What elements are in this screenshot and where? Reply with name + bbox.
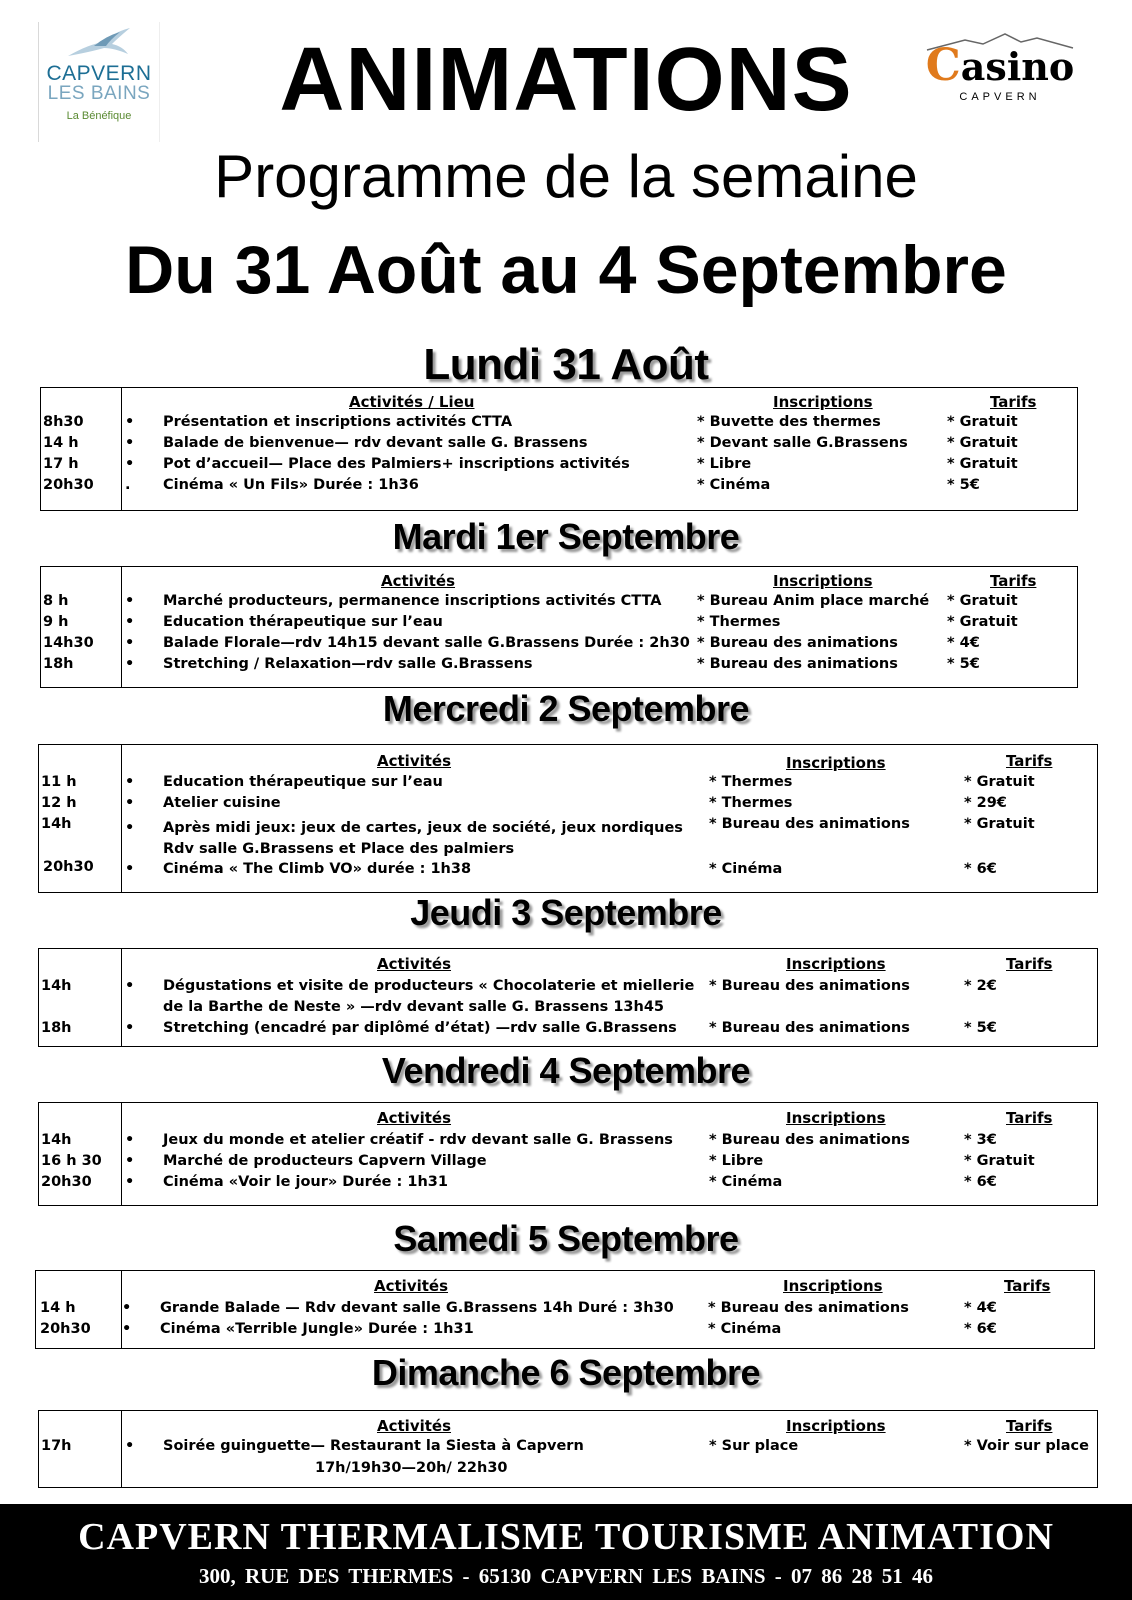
day-table	[38, 1102, 1098, 1206]
header-inscriptions: Inscriptions	[773, 393, 873, 411]
header-inscriptions: Inscriptions	[783, 1277, 883, 1295]
row-activity: Atelier cuisine	[163, 795, 281, 811]
day-title: Jeudi 3 Septembre	[410, 892, 722, 933]
header-activities: Activités	[377, 1417, 452, 1435]
page-title: ANIMATIONS	[279, 30, 853, 130]
row-activity: Grande Balade — Rdv devant salle G.Brassens 14h Duré : 3h30	[160, 1300, 674, 1316]
row-inscription: * Devant salle G.Brassens	[697, 435, 908, 451]
row-bullet: •	[125, 435, 135, 451]
row-tarif: * 6€	[964, 861, 997, 877]
row-tarif: * 5€	[947, 656, 980, 672]
day-table	[38, 948, 1098, 1047]
row-tarif: * Gratuit	[947, 593, 1018, 609]
row-time: 9 h	[43, 614, 69, 630]
row-time: 14h30	[43, 635, 94, 651]
day-table	[35, 1270, 1095, 1349]
footer-address: 300, RUE DES THERMES - 65130 CAPVERN LES BAINS - 07 86 28 51 46	[198, 1564, 934, 1588]
row-time: 8 h	[43, 593, 69, 609]
row-activity-continuation: Rdv salle G.Brassens et Place des palmiers	[163, 841, 515, 857]
row-inscription: * Cinéma	[709, 1174, 783, 1190]
header-inscriptions: Inscriptions	[786, 955, 886, 973]
header-tarifs: Tarifs	[990, 572, 1037, 590]
row-time: 11 h	[41, 774, 77, 790]
table-row	[39, 978, 1097, 999]
table-row	[39, 1153, 1097, 1174]
day-table	[38, 744, 1098, 893]
row-inscription: * Sur place	[709, 1438, 799, 1454]
row-tarif: * 5€	[947, 477, 980, 493]
row-tarif: * Voir sur place	[964, 1438, 1089, 1454]
row-time: 18h	[41, 1020, 72, 1036]
header-activities: Activités	[377, 1109, 452, 1127]
row-activity: Après midi jeux: jeux de cartes, jeux de société, jeux nordiques	[163, 820, 683, 836]
date-range: Du 31 Août au 4 Septembre	[125, 232, 1007, 308]
table-row	[41, 656, 1077, 677]
table-row	[39, 1438, 1097, 1459]
row-activity: Soirée guinguette— Restaurant la Siesta à Capvern	[163, 1438, 584, 1454]
table-row	[41, 435, 1077, 456]
header-inscriptions: Inscriptions	[786, 754, 886, 772]
row-bullet: •	[125, 593, 135, 609]
row-bullet: .	[125, 477, 131, 493]
row-inscription: * Bureau des animations	[697, 656, 898, 672]
row-activity: Pot d’accueil— Place des Palmiers+ inscriptions activités	[163, 456, 630, 472]
day-title: Dimanche 6 Septembre	[371, 1352, 761, 1393]
row-tarif: * 6€	[964, 1174, 997, 1190]
row-time: 16 h 30	[41, 1153, 102, 1169]
row-bullet: •	[125, 656, 135, 672]
row-tarif: * 6€	[964, 1321, 997, 1337]
row-tarif: * Gratuit	[947, 456, 1018, 472]
row-tarif: * 4€	[947, 635, 980, 651]
header-tarifs: Tarifs	[1004, 1277, 1051, 1295]
row-tarif: * 29€	[964, 795, 1007, 811]
page-subtitle: Programme de la semaine	[214, 143, 918, 210]
day-table	[38, 1410, 1098, 1488]
logo-left-line1: CAPVERN	[46, 62, 152, 85]
row-activity: Marché de producteurs Capvern Village	[163, 1153, 487, 1169]
row-bullet: •	[125, 795, 135, 811]
casino-sub: CAPVERN	[959, 91, 1041, 103]
row-inscription: * Cinéma	[708, 1321, 782, 1337]
row-activity: Marché producteurs, permanence inscriptions activités CTTA	[163, 593, 662, 609]
row-time: 18h	[43, 656, 74, 672]
day-title: Vendredi 4 Septembre	[381, 1050, 751, 1091]
footer	[0, 1504, 1132, 1600]
row-activity: Education thérapeutique sur l’eau	[163, 614, 443, 630]
row-bullet: •	[125, 456, 135, 472]
row-bullet: •	[125, 820, 135, 836]
day-title: Mardi 1er Septembre	[392, 516, 740, 557]
row-activity: Education thérapeutique sur l’eau	[163, 774, 443, 790]
row-bullet: •	[125, 1132, 135, 1148]
table-row	[41, 414, 1077, 435]
table-row	[39, 816, 1097, 837]
header-tarifs: Tarifs	[1006, 1109, 1053, 1127]
row-bullet: •	[125, 1174, 135, 1190]
row-inscription: * Bureau des animations	[709, 1020, 910, 1036]
row-activity-continuation: de la Barthe de Neste » —rdv devant salle G. Brassens 13h45	[163, 999, 665, 1015]
row-inscription: * Cinéma	[697, 477, 771, 493]
table-row	[39, 1020, 1097, 1041]
row-bullet: •	[125, 635, 135, 651]
row-inscription: * Libre	[697, 456, 752, 472]
row-tarif: * 5€	[964, 1020, 997, 1036]
row-bullet: •	[125, 1438, 135, 1454]
row-time: 20h30	[43, 477, 94, 493]
row-inscription: * Bureau des animations	[708, 1300, 909, 1316]
row-tarif: * 2€	[964, 978, 997, 994]
row-activity: Présentation et inscriptions activités CTTA	[163, 414, 513, 430]
row-inscription: * Bureau des animations	[709, 816, 910, 832]
row-inscription: * Bureau Anim place marché	[697, 593, 930, 609]
row-tarif: * Gratuit	[964, 774, 1035, 790]
table-row	[41, 635, 1077, 656]
row-bullet: •	[125, 1020, 135, 1036]
row-time: 20h30	[43, 859, 94, 875]
row-bullet: •	[125, 1153, 135, 1169]
table-row	[39, 1132, 1097, 1153]
day-title: Mercredi 2 Septembre	[382, 688, 750, 729]
header-tarifs: Tarifs	[1006, 955, 1053, 973]
row-time: 14h	[41, 816, 72, 832]
row-inscription: * Thermes	[709, 774, 793, 790]
row-time: 20h30	[40, 1321, 91, 1337]
header-tarifs: Tarifs	[1006, 1417, 1053, 1435]
row-inscription: * Thermes	[697, 614, 781, 630]
row-inscription: * Cinéma	[709, 861, 783, 877]
row-time: 14 h	[40, 1300, 76, 1316]
table-row	[39, 861, 1097, 882]
row-tarif: * Gratuit	[947, 435, 1018, 451]
table-row	[41, 593, 1077, 614]
footer-title: CAPVERN THERMALISME TOURISME ANIMATION	[78, 1516, 1054, 1558]
row-time: 8h30	[43, 414, 84, 430]
row-inscription: * Bureau des animations	[709, 1132, 910, 1148]
day-table	[40, 387, 1078, 511]
row-bullet: •	[125, 614, 135, 630]
row-bullet: •	[125, 978, 135, 994]
row-activity: Stretching (encadré par diplômé d’état) —rdv salle G.Brassens	[163, 1020, 677, 1036]
row-inscription: * Buvette des thermes	[697, 414, 881, 430]
header-inscriptions: Inscriptions	[786, 1109, 886, 1127]
header-inscriptions: Inscriptions	[786, 1417, 886, 1435]
row-activity: Dégustations et visite de producteurs « Chocolaterie et miellerie	[163, 978, 695, 994]
header-activities: Activités	[381, 572, 456, 590]
casino-word: Casino	[925, 40, 1075, 91]
row-activity: Balade de bienvenue— rdv devant salle G. Brassens	[163, 435, 588, 451]
row-bullet: •	[122, 1300, 132, 1316]
row-time: 17h	[41, 1438, 72, 1454]
header-activities: Activités / Lieu	[349, 393, 475, 411]
table-row	[36, 1321, 1094, 1342]
row-activity: Cinéma «Voir le jour» Durée : 1h31	[163, 1174, 448, 1190]
row-activity-continuation: 17h/19h30—20h/ 22h30	[315, 1460, 508, 1476]
table-row	[36, 1300, 1094, 1321]
header-tarifs: Tarifs	[990, 393, 1037, 411]
row-activity: Cinéma «Terrible Jungle» Durée : 1h31	[160, 1321, 474, 1337]
day-table	[40, 566, 1078, 688]
row-inscription: * Thermes	[709, 795, 793, 811]
table-row	[39, 774, 1097, 795]
row-bullet: •	[125, 861, 135, 877]
day-title: Samedi 5 Septembre	[393, 1218, 739, 1259]
row-tarif: * Gratuit	[947, 414, 1018, 430]
row-tarif: * Gratuit	[947, 614, 1018, 630]
table-row	[41, 456, 1077, 477]
table-row	[39, 1174, 1097, 1195]
header-activities: Activités	[377, 955, 452, 973]
row-inscription: * Bureau des animations	[709, 978, 910, 994]
logo-left-line2: LES BAINS	[47, 83, 151, 104]
header-tarifs: Tarifs	[1006, 752, 1053, 770]
row-activity: Stretching / Relaxation—rdv salle G.Brassens	[163, 656, 533, 672]
row-inscription: * Bureau des animations	[697, 635, 898, 651]
row-bullet: •	[125, 414, 135, 430]
row-tarif: * Gratuit	[964, 1153, 1035, 1169]
header-inscriptions: Inscriptions	[773, 572, 873, 590]
row-activity: Cinéma « The Climb VO» durée : 1h38	[163, 861, 472, 877]
row-activity: Balade Florale—rdv 14h15 devant salle G.Brassens Durée : 2h30	[163, 635, 690, 651]
header-activities: Activités	[377, 752, 452, 770]
row-time: 14h	[41, 1132, 72, 1148]
row-tarif: * 3€	[964, 1132, 997, 1148]
row-time: 14h	[41, 978, 72, 994]
row-activity: Cinéma « Un Fils» Durée : 1h36	[163, 477, 419, 493]
row-bullet: •	[125, 774, 135, 790]
row-time: 17 h	[43, 456, 79, 472]
logo-left-line3: La Bénéfique	[66, 110, 132, 122]
table-row	[41, 477, 1077, 498]
table-row	[39, 795, 1097, 816]
row-tarif: * 4€	[964, 1300, 997, 1316]
row-tarif: * Gratuit	[964, 816, 1035, 832]
row-inscription: * Libre	[709, 1153, 764, 1169]
row-time: 14 h	[43, 435, 79, 451]
day-title: Lundi 31 Août	[423, 340, 709, 389]
row-time: 20h30	[41, 1174, 92, 1190]
header-activities: Activités	[374, 1277, 449, 1295]
row-time: 12 h	[41, 795, 77, 811]
row-bullet: •	[122, 1321, 132, 1337]
table-row	[41, 614, 1077, 635]
row-activity: Jeux du monde et atelier créatif - rdv devant salle G. Brassens	[163, 1132, 673, 1148]
